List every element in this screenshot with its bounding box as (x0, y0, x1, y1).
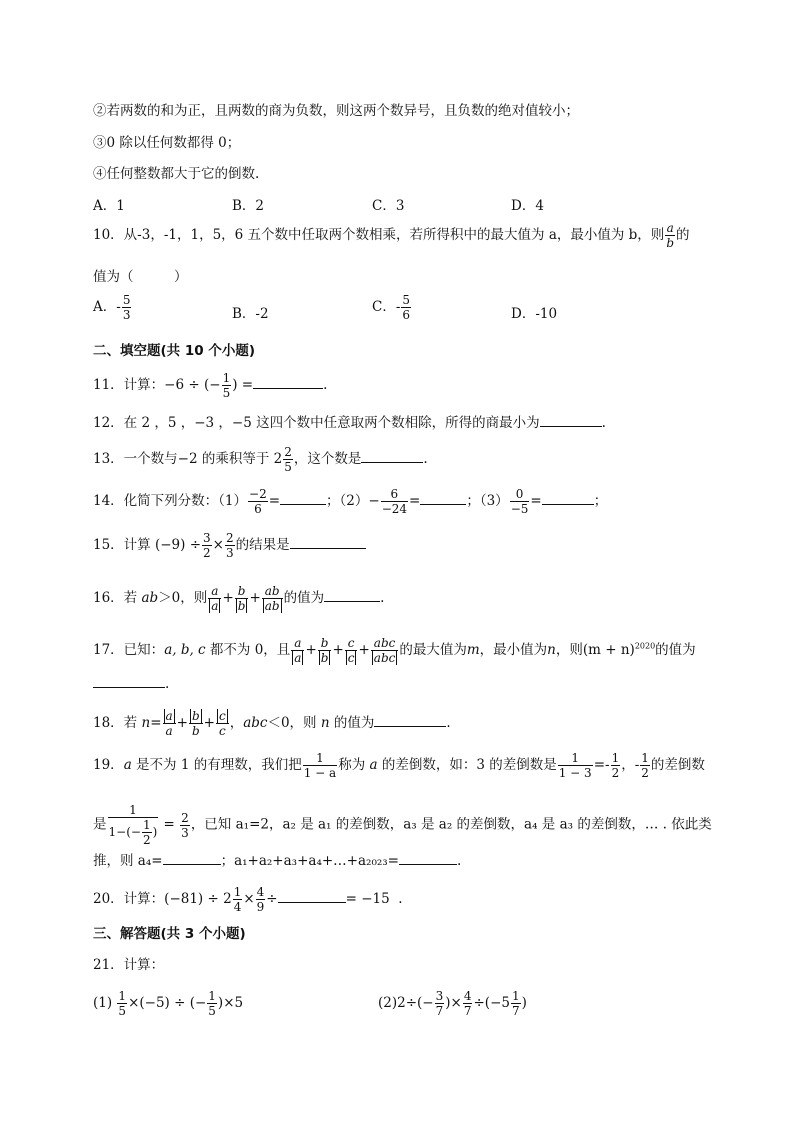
q10-option-c: C．- $\frac{5}{6}$ (372, 293, 411, 322)
q10-line2: 值为（ ） (93, 269, 188, 285)
q17-line2: . (93, 675, 169, 693)
statement-4: ④任何整数都大于它的倒数. (93, 166, 260, 182)
q21-part1: (1) $\frac{1}{5}$ ×(−5) ÷ (− $\frac{1}{5}$ )×5 (93, 989, 244, 1018)
q13-answer-blank[interactable] (361, 461, 423, 463)
q19-blank-sum[interactable] (399, 863, 457, 865)
statement-3: ③0 除以任何数都得 0； (93, 135, 241, 151)
q9-option-c: C．3 (372, 198, 405, 214)
q9-option-b: B．2 (232, 198, 265, 214)
q19-blank-a4[interactable] (163, 863, 221, 865)
q12: 12．在 2 ，5 ，−3 ，−5 这四个数中任意取两个数相除，所得的商最小为 . (93, 415, 606, 431)
q9-option-a: A．1 (93, 198, 125, 214)
q20: 20．计算：(−81) ÷ 2 $\frac{1}{4}$ × $\frac{4}{9}$ ÷ = −15 . (93, 885, 403, 914)
q20-answer-blank[interactable] (278, 901, 346, 903)
q10-option-d: D．-10 (511, 306, 558, 322)
q21-part2: (2)2÷(− $\frac{3}{7}$ )× $\frac{4}{7}$ ÷(−5 $\frac{1}{7}$ ) (378, 989, 527, 1018)
q14: 14．化简下列分数：（1） $\frac{-2}{6}$ = ；（2）− $\frac{6}{-24}$ = ；（3） $\frac{0}{-5}$ = ； (93, 487, 608, 516)
q16: 16．若 ab＞0，则 $\frac{a}{a}$ + $\frac{b}{b}$ + $\frac{ab}{ab}$ 的值为 . (93, 584, 385, 613)
q10-line1 (93, 222, 690, 249)
q19-line2: 是 1 1−(− $\frac{1}{2}$ ) = $\frac{2}{3}$ ，已知 a₁=2，a₂ 是 a₁ 的差倒数，a₃ 是 a₂ 的差倒数，a₄ 是 a₃ 的差倒数，… . 依此类 (93, 803, 712, 847)
q11-answer-blank[interactable] (253, 387, 323, 389)
q14-blank-3[interactable] (542, 503, 594, 505)
statement-2: ②若两数的和为正，且两数的商为负数，则这两个数异号，且负数的绝对值较小； (93, 103, 579, 119)
q10-text: 10．从-3，-1，1，5，6 五个数中任取两个数相乘，若所得积中的最大值为 a，最小值为 b，则 (93, 227, 665, 243)
section-fill-in-blank: 二、填空题(共 10 个小题) (93, 343, 256, 359)
q19-line1: 19．a 是不为 1 的有理数，我们把 $\frac{1}{1 - a}$ 称为 a 的差倒数，如：3 的差倒数是 $\frac{1}{1 - 3}$ =- $\frac{1}{2}$ ，- $\frac{1}{2}$ 的差倒数 (93, 751, 705, 780)
section-solve: 三、解答题(共 3 个小题) (93, 926, 246, 942)
q12-answer-blank[interactable] (540, 425, 602, 427)
q21: 21．计算： (93, 957, 165, 973)
q16-answer-blank[interactable] (324, 600, 380, 602)
q11: 11．计算：−6 ÷ (− $\frac{1}{5}$ ) = . (93, 371, 328, 400)
q17-answer-blank[interactable] (93, 686, 165, 688)
q13: 13．一个数与−2 的乘积等于 2 $\frac{2}{5}$ ，这个数是 . (93, 445, 428, 474)
q10-option-a: A．- $\frac{5}{3}$ (93, 293, 131, 322)
q18: 18．若 n= $\frac{a}{a}$ + $\frac{b}{b}$ + $\frac{c}{c}$ ，abc＜0，则 n 的值为 . (93, 709, 451, 738)
q10-fraction: $\frac{a}{b}$ (666, 221, 674, 250)
q10-tail: 的 (676, 227, 690, 243)
q17: 17．已知：a, b, c 都不为 0，且 $\frac{a}{a}$ + $\frac{b}{b}$ + $\frac{c}{c}$ + $\frac{\text{abc}}{\text{abc}}$ 的最大值为m，最小值为n，则$(m + n)^{2020}$的值为 (93, 636, 696, 665)
q15: 15．计算 (−9) ÷ $\frac{3}{2}$ × $\frac{2}{3}$ 的结果是 (93, 532, 366, 559)
q15-answer-blank[interactable] (290, 547, 366, 549)
q14-blank-1[interactable] (280, 503, 326, 505)
q14-blank-2[interactable] (420, 503, 466, 505)
q10-option-b: B．-2 (232, 306, 269, 322)
q9-option-d: D．4 (511, 198, 544, 214)
q18-answer-blank[interactable] (374, 725, 446, 727)
q19-line3: 推，则 a₄= ；a₁+a₂+a₃+a₄+…+a₂₀₂₃= . (93, 853, 462, 869)
